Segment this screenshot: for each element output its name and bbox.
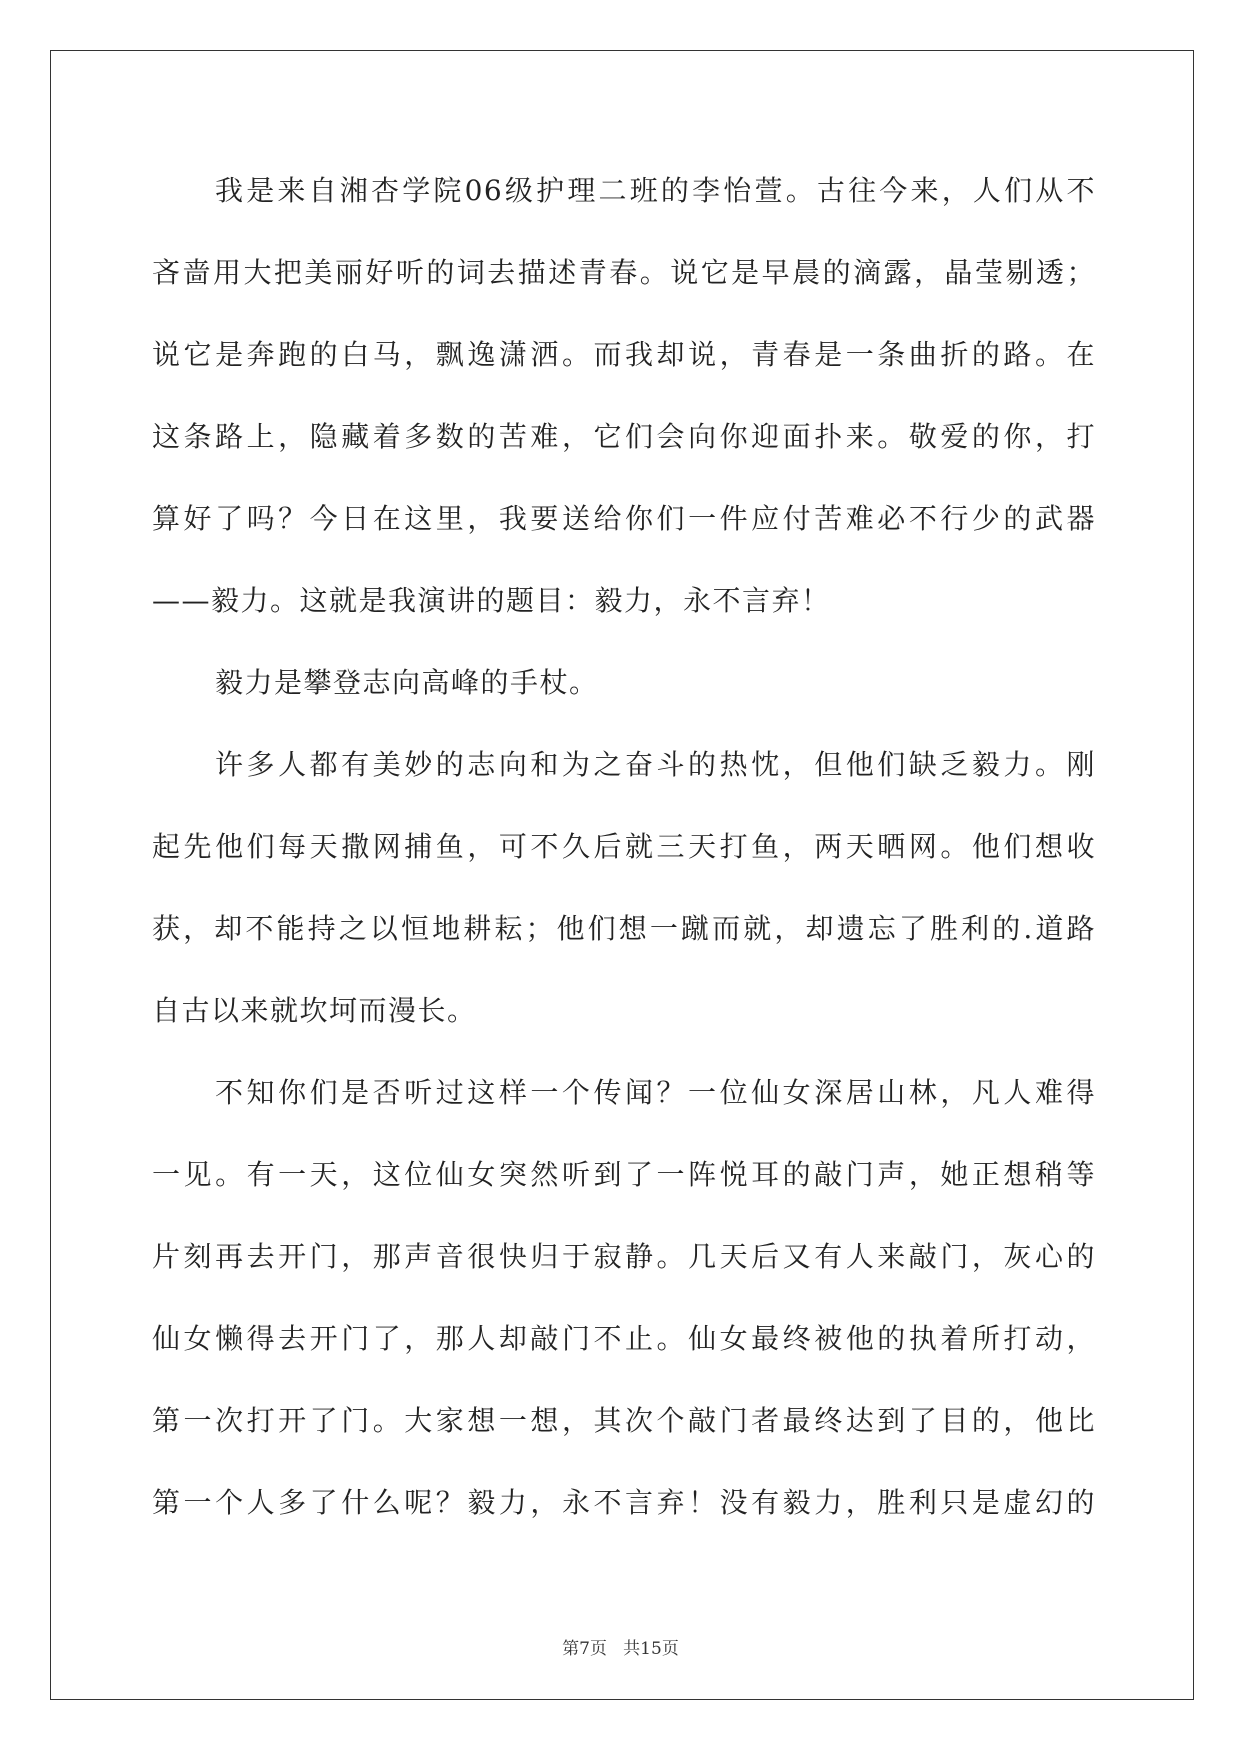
text-line: 获，却不能持之以恒地耕耘；他们想一蹴而就，却遗忘了胜利的.道路 <box>152 912 1096 945</box>
text-line: 算好了吗？今日在这里，我要送给你们一件应付苦难必不行少的武器 <box>152 502 1096 535</box>
text-line: 这条路上，隐藏着多数的苦难，它们会向你迎面扑来。敬爱的你，打 <box>152 420 1096 453</box>
text-line: 仙女懒得去开门了，那人却敲门不止。仙女最终被他的执着所打动， <box>152 1322 1096 1355</box>
text-line: ——毅力。这就是我演讲的题目：毅力，永不言弃！ <box>152 584 831 617</box>
text-line: 我是来自湘杏学院06级护理二班的李怡萱。古往今来，人们从不 <box>215 174 1096 207</box>
text-line: 片刻再去开门，那声音很快归于寂静。几天后又有人来敲门，灰心的 <box>152 1240 1096 1273</box>
text-line: 第一个人多了什么呢？毅力，永不言弃！没有毅力，胜利只是虚幻的 <box>152 1486 1096 1519</box>
document-body <box>152 165 1096 1559</box>
page-number-footer: 第7页 共15页 <box>562 1639 679 1659</box>
text-line: 毅力是攀登志向高峰的手杖。 <box>215 666 599 699</box>
text-line: 不知你们是否听过这样一个传闻？一位仙女深居山林，凡人难得 <box>215 1076 1096 1109</box>
text-line: 说它是奔跑的白马，飘逸潇洒。而我却说，青春是一条曲折的路。在 <box>152 338 1096 371</box>
text-line: 一见。有一天，这位仙女突然听到了一阵悦耳的敲门声，她正想稍等 <box>152 1158 1096 1191</box>
text-line: 许多人都有美妙的志向和为之奋斗的热忱，但他们缺乏毅力。刚 <box>215 748 1096 781</box>
text-line: 自古以来就坎坷而漫长。 <box>152 994 477 1027</box>
text-line: 吝啬用大把美丽好听的词去描述青春。说它是早晨的滴露，晶莹剔透； <box>152 256 1096 289</box>
text-line: 起先他们每天撒网捕鱼，可不久后就三天打鱼，两天晒网。他们想收 <box>152 830 1096 863</box>
text-line: 第一次打开了门。大家想一想，其次个敲门者最终达到了目的，他比 <box>152 1404 1096 1437</box>
